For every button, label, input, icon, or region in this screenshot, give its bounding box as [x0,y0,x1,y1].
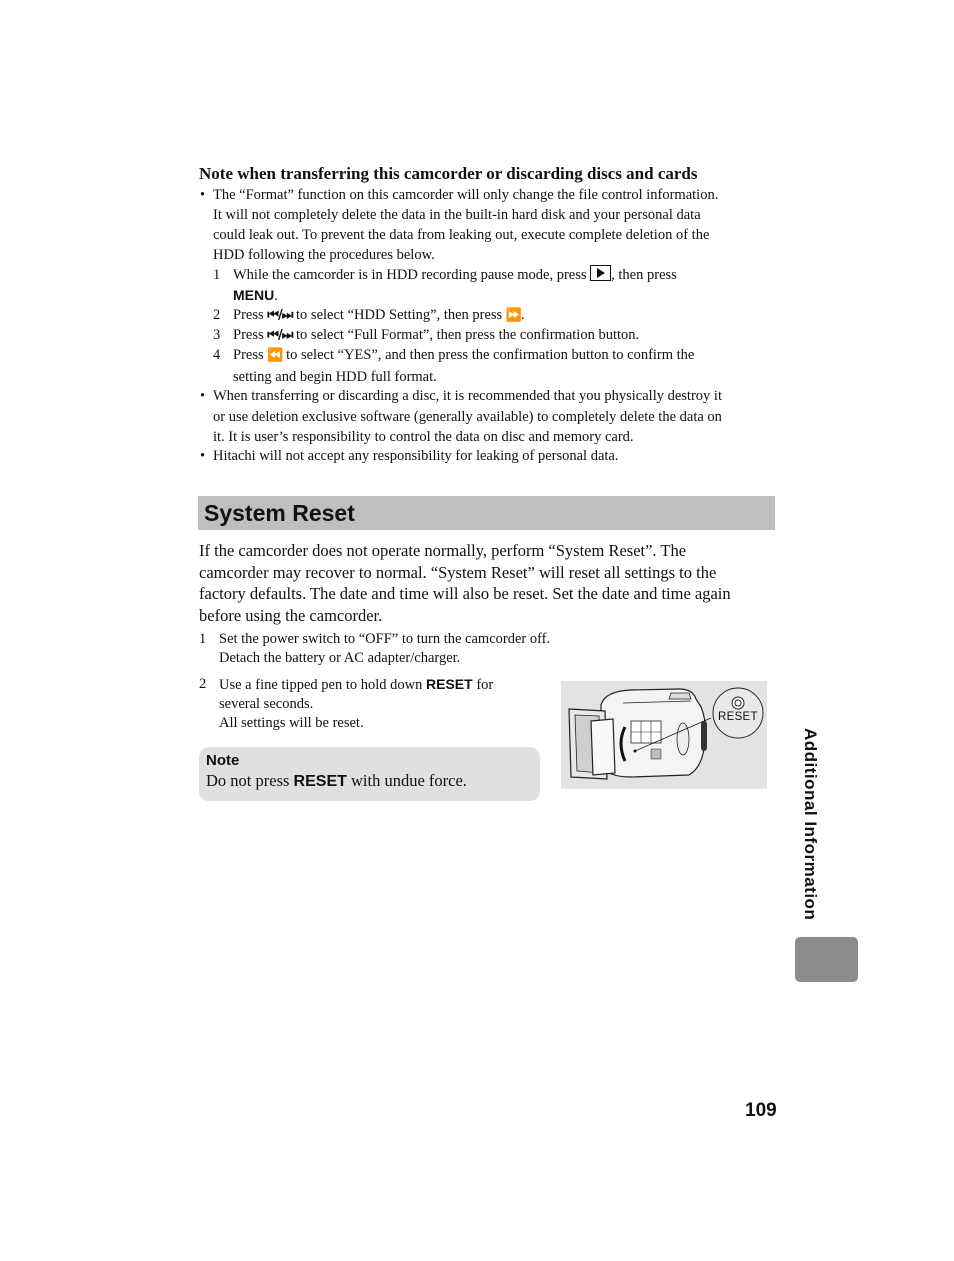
rewind-icon: ⏪ [267,348,283,363]
bullet-line: When transferring or discarding a disc, it is recommended that you physically destroy it [213,388,722,404]
bullet-dot: • [200,388,206,404]
callout-reset-label: RESET [718,711,758,723]
note-text-b: with undue force. [351,771,467,790]
step-1 [233,265,677,306]
bullet-line: HDD following the procedures below. [213,247,435,263]
camcorder-icon [561,681,767,789]
step-4-text: to select “YES”, and then press the confirmation button to confirm the [286,347,695,363]
page-number: 109 [745,1100,777,1121]
step-number: 3 [213,327,221,343]
bullet-line: could leak out. To prevent the data from leaking out, execute complete deletion of the [213,227,710,243]
bullet-dot: • [200,187,206,203]
intro-line: before using the camcorder. [199,605,383,625]
bullet-discard-info [213,386,722,448]
bullet-line: It will not completely delete the data in the built-in hard disk and your personal data [213,207,701,223]
step-number: 1 [213,267,221,283]
reset-button-label: RESET [426,676,473,692]
step-1-text: While the camcorder is in HDD recording pause mode, press [233,267,587,283]
note-reset-label: RESET [293,773,347,790]
intro-paragraph [199,540,779,626]
reset-step-number: 1 [199,631,207,647]
reset-step-2-text: Use a fine tipped pen to hold down [219,677,423,693]
bullet-format-info [213,185,718,265]
bullet-dot: • [200,448,206,464]
step-2-text: to select “HDD Setting”, then press [296,307,503,323]
reset-step-2-line2: several seconds. [219,696,314,712]
bullet-line: or use deletion exclusive software (generally available) to completely delete the data on [213,408,722,425]
note-label: Note [206,752,240,769]
reset-step-2-line3: All settings will be reset. [219,715,364,731]
menu-button-label: MENU [233,287,275,303]
step-number: 4 [213,347,221,363]
bullet-line: The “Format” function on this camcorder will only change the file control information. [213,187,719,203]
step-number: 2 [213,307,221,323]
intro-line: camcorder may recover to normal. “System Reset” will reset all settings to the [199,562,717,582]
reset-step-1 [219,630,550,668]
step-2 [233,305,525,326]
side-tab-label: Additional Information [801,728,820,921]
step-4-press: Press [233,347,264,363]
step-2-end: . [521,307,525,323]
reset-step-1-line2: Detach the battery or AC adapter/charger. [219,650,461,666]
step-4-line2: setting and begin HDD full format. [233,369,437,385]
step-1-end: . [274,288,278,304]
reset-step-1-line1: Set the power switch to “OFF” to turn the camcorder off. [219,631,551,647]
skip-buttons-icon: ⏮/⏭ [267,308,293,323]
step-1-text-b: , then press [611,267,677,283]
play-icon [590,265,611,281]
reset-step-number: 2 [199,676,207,692]
bullet-line: it. It is user’s responsibility to control the data on disc and memory card. [213,429,634,445]
skip-buttons-icon: ⏮/⏭ [267,328,293,343]
reset-step-2 [219,675,493,733]
note-text-a: Do not press [206,771,290,790]
step-2-press: Press [233,307,264,323]
section-title: System Reset [204,500,355,526]
intro-line: factory defaults. The date and time will also be reset. Set the date and time again [199,584,731,603]
note-text [206,771,467,792]
reset-step-2-text-b: for [476,677,494,693]
note-heading: Note when transferring this camcorder or discarding discs and cards [199,164,698,183]
intro-line: If the camcorder does not operate normally, perform “System Reset”. The [199,541,687,560]
side-tab-marker [795,937,858,982]
bullet-liability: Hitachi will not accept any responsibility for leaking of personal data. [213,448,619,464]
step-3 [233,325,639,346]
camcorder-illustration [561,681,767,789]
step-3-text: to select “Full Format”, then press the confirmation button. [296,327,640,343]
step-3-press: Press [233,327,264,343]
step-4 [233,345,694,387]
fast-forward-icon: ⏩ [505,308,522,323]
